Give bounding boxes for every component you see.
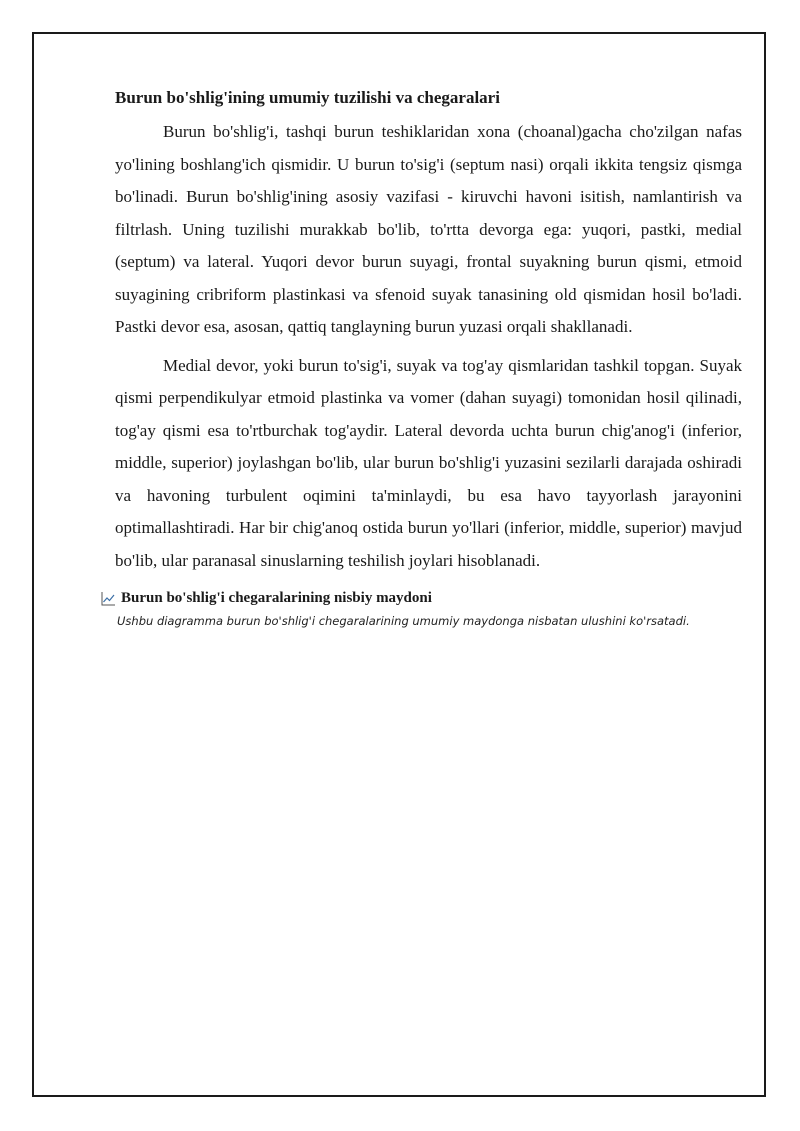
figure-caption [101, 587, 742, 609]
chart-line-icon [101, 591, 116, 606]
figure-title: Burun bo'shlig'i chegaralarining nisbiy maydoni [121, 590, 432, 606]
paragraph-1: Burun bo'shlig'i, tashqi burun teshiklaridan xona (choanal)gacha cho'zilgan nafas yo'lining boshlang'ich qismidir. U burun to'sig'i (septum nasi) orqali ikkita tengsiz qismga bo'linadi. Burun bo'shlig'ining asosiy vazifasi - kiruvchi havoni isitish, namlantirish va filtrlash. Uning tuzilishi murakkab bo'lib, to'rtta devorga ega: yuqori, pastki, medial (septum) va lateral. Yuqori devor burun suyagi, frontal suyakning burun qismi, etmoid suyagining cribriform plastinkasi va sfenoid suyak tanasining old qismidan hosil bo'ladi. Pastki devor esa, asosan, qattiq tanglayning burun yuzasi orqali shakllanadi. [115, 122, 742, 336]
paragraph-2: Medial devor, yoki burun to'sig'i, suyak va tog'ay qismlaridan tashkil topgan. Suyak qismi perpendikulyar etmoid plastinka va vomer (dahan suyagi) tomonidan hosil qilinadi, tog'ay qismi esa to'rtburchak tog'aydir. Lateral devorda uchta burun chig'anog'i (inferior, middle, superior) joylashgan bo'lib, ular burun bo'shlig'i yuzasini sezilarli darajada oshiradi va havoning turbulent oqimini ta'minlaydi, bu esa havo tayyorlash jarayonini optimallashtiradi. Har bir chig'anoq ostida burun yo'llari (inferior, middle, superior) mavjud bo'lib, ular paranasal sinuslarning teshilish joylari hisoblanadi. [115, 355, 742, 570]
section-title: Burun bo'shlig'ining umumiy tuzilishi va chegaralari [115, 88, 500, 107]
figure-note: Ushbu diagramma burun bo'shlig'i chegaralarining umumiy maydonga nisbatan ulushini ko'rsatadi. [117, 614, 690, 628]
document-body [115, 86, 742, 629]
